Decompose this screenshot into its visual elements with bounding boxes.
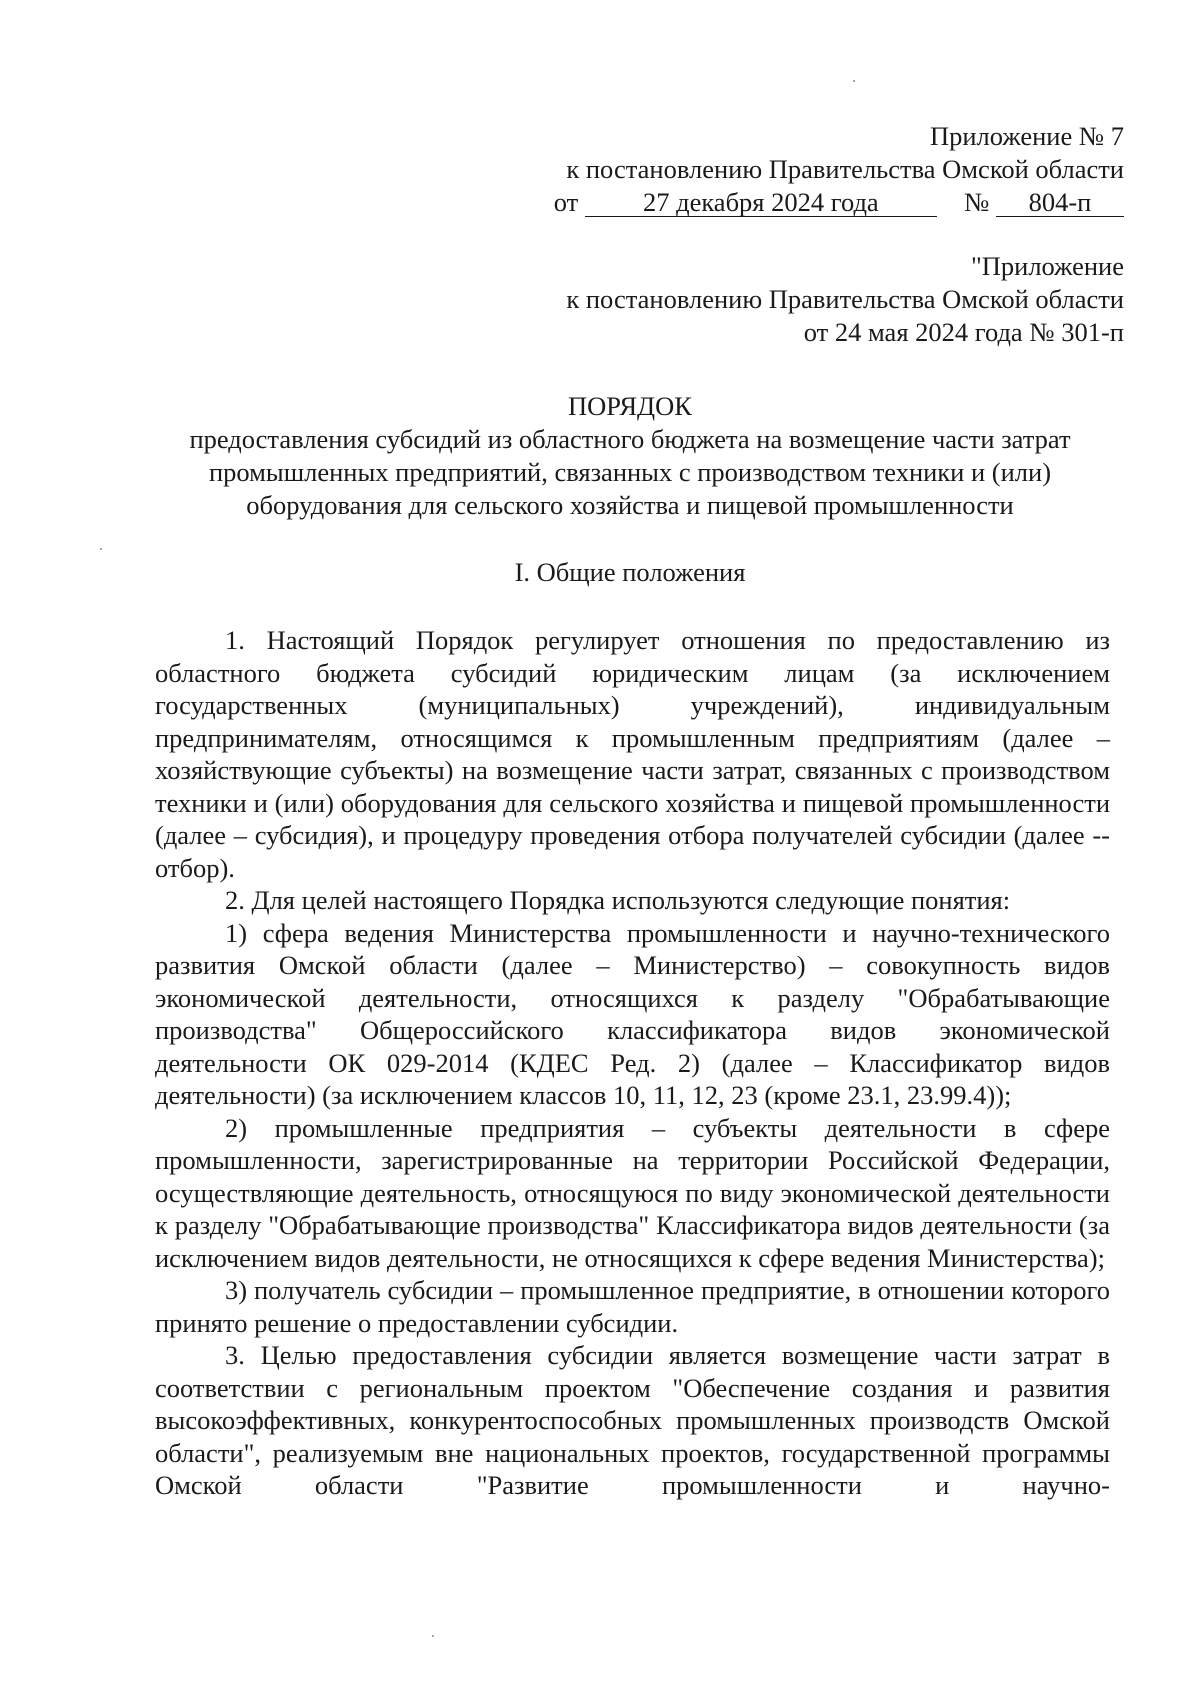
title-subtitle-line-3: оборудования для сельского хозяйства и пищевой промышленности <box>246 490 1014 520</box>
appendix-original-date-line: от 24 мая 2024 года № 301-п <box>803 317 1124 347</box>
scan-speck <box>100 548 102 550</box>
title-heading: ПОРЯДОК <box>568 391 692 421</box>
date-field: 27 декабря 2024 года <box>585 188 937 217</box>
appendix-7-header <box>554 120 1124 219</box>
paragraph: 1. Настоящий Порядок регулирует отношения по предоставлению из областного бюджета субсидий юридическим лицам (за исключением государственных (муниципальных) учреждений), индивидуальным предпринимателям, относящимся к промышленным предприятиям (далее – хозяйствующие субъекты) на возмещение части затрат, связанных с производством техники и (или) оборудования для сельского хозяйства и пищевой промышленности (далее – субсидия), и процедуру проведения отбора получателей субсидии (далее -- отбор). <box>155 625 1110 883</box>
appendix-7-label: Приложение № 7 <box>929 121 1124 151</box>
appendix-7-resolution-line: к постановлению Правительства Омской области <box>566 154 1124 184</box>
scan-speck <box>853 80 855 82</box>
date-prefix: от <box>553 187 579 217</box>
document-title <box>150 390 1110 522</box>
section-heading: I. Общие положения <box>514 557 746 587</box>
appendix-original-resolution-line: к постановлению Правительства Омской области <box>566 284 1124 314</box>
document-body <box>155 624 1110 1502</box>
title-subtitle-line-1: предоставления субсидий из областного бюджета на возмещение части затрат <box>189 424 1071 454</box>
number-field: 804-п <box>996 188 1124 217</box>
number-prefix: № <box>964 187 990 217</box>
paragraph: 3. Целью предоставления субсидии является возмещение части затрат в соответствии с региональным проектом "Обеспечение создания и развития высокоэффективных, конкурентоспособных промышленных производств Омской области", реализуемым вне национальных проектов, государственной программы Омской области "Развитие промышленности и научно- <box>155 1340 1110 1500</box>
scan-speck <box>432 1635 434 1637</box>
title-subtitle-line-2: промышленных предприятий, связанных с производством техники и (или) <box>208 457 1052 487</box>
paragraph: 2. Для целей настоящего Порядка используются следующие понятия: <box>225 885 1011 915</box>
appendix-original-label: "Приложение <box>970 251 1124 281</box>
paragraph: 2) промышленные предприятия – субъекты деятельности в сфере промышленности, зарегистрированные на территории Российской Федерации, осуществляющие деятельность, относящуюся по виду экономической деятельности к разделу "Обрабатывающие производства" Классификатора видов деятельности (за исключением видов деятельности, не относящихся к сфере ведения Министерства); <box>155 1112 1110 1273</box>
paragraph: 3) получатель субсидии – промышленное предприятие, в отношении которого принято решение о предоставлении субсидии. <box>155 1275 1110 1338</box>
appendix-7-date-number-line <box>554 186 1124 219</box>
appendix-original-header <box>566 250 1124 349</box>
paragraph: 1) сфера ведения Министерства промышленности и научно-технического развития Омской области (далее – Министерство) – совокупность видов экономической деятельности, относящихся к разделу "Обрабатывающие производства" Общероссийского классификатора видов экономической деятельности ОК 029-2014 (КДЕС Ред. 2) (далее – Классификатор видов деятельности) (за исключением классов 10, 11, 12, 23 (кроме 23.1, 23.99.4)); <box>155 917 1110 1110</box>
